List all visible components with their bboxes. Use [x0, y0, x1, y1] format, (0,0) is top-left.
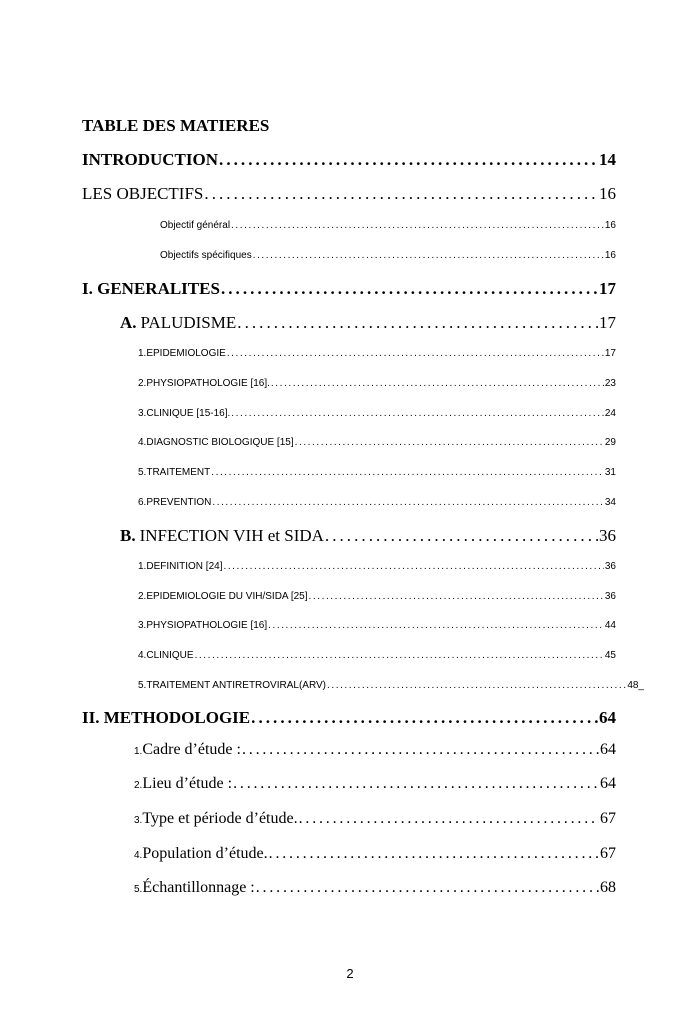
toc-leader-dots	[295, 437, 604, 448]
toc-entry-label: EPIDEMIOLOGIE DU VIH/SIDA [25]	[146, 591, 308, 602]
toc-entry-label: PREVENTION	[146, 497, 212, 508]
toc-entry-label: Échantillonnage :	[142, 879, 255, 896]
toc-entry[interactable]	[120, 313, 616, 333]
toc-entry[interactable]	[138, 437, 616, 448]
toc-entry-label: Population d’étude.	[142, 845, 268, 862]
toc-leader-dots	[195, 650, 604, 661]
toc-entry[interactable]	[138, 497, 616, 508]
toc-leader-dots	[233, 775, 599, 793]
toc-entry-page: 68	[600, 879, 616, 896]
toc-entry[interactable]	[134, 775, 616, 793]
toc-leader-dots	[269, 845, 599, 863]
toc-leader-dots	[211, 467, 604, 478]
toc-entry-page: 17	[599, 279, 616, 298]
toc-entry-number: 5.	[138, 467, 147, 478]
toc-leader-dots	[231, 220, 604, 231]
toc-entry-page: 64	[600, 775, 616, 792]
toc-entry[interactable]	[138, 650, 616, 661]
toc-entry-label: Type et période d’étude.	[142, 810, 298, 827]
toc-entry[interactable]	[82, 184, 616, 204]
toc-entry-number: B.	[120, 526, 136, 545]
toc-entry-label: INTRODUCTION	[82, 150, 219, 169]
toc-entry-page: 23	[604, 378, 616, 389]
toc-leader-dots	[231, 408, 604, 419]
toc-entry-page: 16	[599, 184, 616, 203]
toc-entry-number: 1.	[134, 746, 143, 757]
toc-entry-page: 36	[599, 526, 616, 545]
toc-entry[interactable]	[120, 526, 616, 546]
toc-leader-dots	[242, 741, 599, 759]
toc-entry-number: A.	[120, 313, 137, 332]
toc-entry-label: Objectif général	[160, 220, 231, 231]
toc-leader-dots	[325, 526, 598, 546]
toc-entry[interactable]	[138, 680, 644, 691]
toc-entry-page: 36	[604, 591, 616, 602]
toc-entry[interactable]	[138, 348, 616, 359]
toc-entry-label: Lieu d’étude :	[142, 775, 233, 792]
toc-entry-page: 36	[604, 561, 616, 572]
toc-entry-number: 5.	[138, 680, 147, 691]
toc-leader-dots	[268, 620, 604, 631]
toc-entry-page: 24	[604, 408, 616, 419]
toc-entry-number: 3.	[134, 815, 143, 826]
toc-entry-label: II. METHODOLOGIE	[82, 708, 251, 727]
toc-entry[interactable]	[160, 250, 616, 261]
toc-title: TABLE DES MATIERES	[82, 116, 270, 135]
toc-entry-label: INFECTION VIH et SIDA	[139, 526, 324, 545]
toc-entry[interactable]	[138, 591, 616, 602]
toc-entry-number: 2.	[138, 378, 147, 389]
toc-leader-dots	[327, 680, 626, 691]
toc-entry-number: 3.	[138, 408, 147, 419]
toc-entry-page: 16	[604, 220, 616, 231]
toc-entry-number: 6.	[138, 497, 147, 508]
toc-entry[interactable]	[134, 845, 616, 863]
toc-entry-label: DEFINITION [24]	[146, 561, 223, 572]
toc-leader-dots	[204, 184, 598, 204]
toc-entry-label: PHYSIOPATHOLOGIE [16].	[146, 378, 270, 389]
toc-entry-page: 64	[600, 741, 616, 758]
toc-entry-number: 2.	[134, 780, 143, 791]
toc-leader-dots	[299, 810, 599, 828]
toc-leader-dots	[271, 378, 604, 389]
toc-entry[interactable]	[138, 561, 616, 572]
toc-entry-label: CLINIQUE	[146, 650, 194, 661]
toc-entry-label: DIAGNOSTIC BIOLOGIQUE [15]	[146, 437, 294, 448]
toc-entry[interactable]	[138, 408, 616, 419]
toc-entry[interactable]	[134, 879, 616, 897]
toc-entry[interactable]	[82, 708, 616, 728]
toc-entry-label: PALUDISME	[140, 313, 237, 332]
toc-entry-page: 17	[599, 313, 616, 332]
toc-entry-page: 44	[604, 620, 616, 631]
toc-entry-label: TRAITEMENT	[146, 467, 211, 478]
toc-entry[interactable]	[134, 741, 616, 759]
toc-entry-page: 45	[604, 650, 616, 661]
toc-leader-dots	[253, 250, 604, 261]
toc-entry-label: LES OBJECTIFS	[82, 184, 204, 203]
toc-entry[interactable]	[138, 378, 616, 389]
toc-leader-dots	[227, 348, 604, 359]
toc-entry[interactable]	[138, 467, 616, 478]
toc-entry-number: 3.	[138, 620, 147, 631]
toc-entry-label: CLINIQUE [15-16].	[146, 408, 231, 419]
toc-entry-page: 14	[599, 150, 616, 169]
toc-entry[interactable]	[82, 279, 616, 299]
toc-leader-dots	[221, 279, 598, 299]
toc-entry-number: 4.	[138, 437, 147, 448]
toc-leader-dots	[256, 879, 599, 897]
toc-entry-page: 64	[599, 708, 616, 727]
toc-entry-label: Objectifs spécifiques	[160, 250, 252, 261]
toc-entry-number: 2.	[138, 591, 147, 602]
toc-entry-page: 67	[600, 845, 616, 862]
toc-entry[interactable]	[134, 810, 616, 828]
toc-entry[interactable]	[82, 150, 616, 170]
toc-entry-number: 1.	[138, 348, 147, 359]
toc-entry-page: 29	[604, 437, 616, 448]
toc-leader-dots	[223, 561, 603, 572]
toc-leader-dots	[251, 708, 598, 728]
toc-entry-page: 67	[600, 810, 616, 827]
toc-entry[interactable]	[160, 220, 616, 231]
toc-entry-label: PHYSIOPATHOLOGIE [16]	[146, 620, 268, 631]
toc-entry-number: 1.	[138, 561, 147, 572]
toc-leader-dots	[219, 150, 598, 170]
toc-entry-page: 31	[604, 467, 616, 478]
toc-entry-number: 5.	[134, 884, 143, 895]
toc-entry-page: 16	[604, 250, 616, 261]
toc-entry-number: 4.	[134, 850, 143, 861]
toc-entry[interactable]	[138, 620, 616, 631]
toc-entry-page: 34	[604, 497, 616, 508]
toc-entry-label: EPIDEMIOLOGIE	[146, 348, 226, 359]
toc-leader-dots	[309, 591, 604, 602]
toc-leader-dots	[237, 313, 598, 333]
toc-entry-label: TRAITEMENT ANTIRETROVIRAL(ARV)	[146, 680, 326, 691]
toc-entry-label: Cadre d’étude :	[142, 741, 241, 758]
toc-entry-page: 17	[604, 348, 616, 359]
toc-entry-number: 4.	[138, 650, 147, 661]
toc-entry-page: 48_	[627, 680, 644, 691]
toc-leader-dots	[212, 497, 604, 508]
toc-entry-label: I. GENERALITES	[82, 279, 220, 298]
page-number-footer: 2	[346, 966, 354, 981]
